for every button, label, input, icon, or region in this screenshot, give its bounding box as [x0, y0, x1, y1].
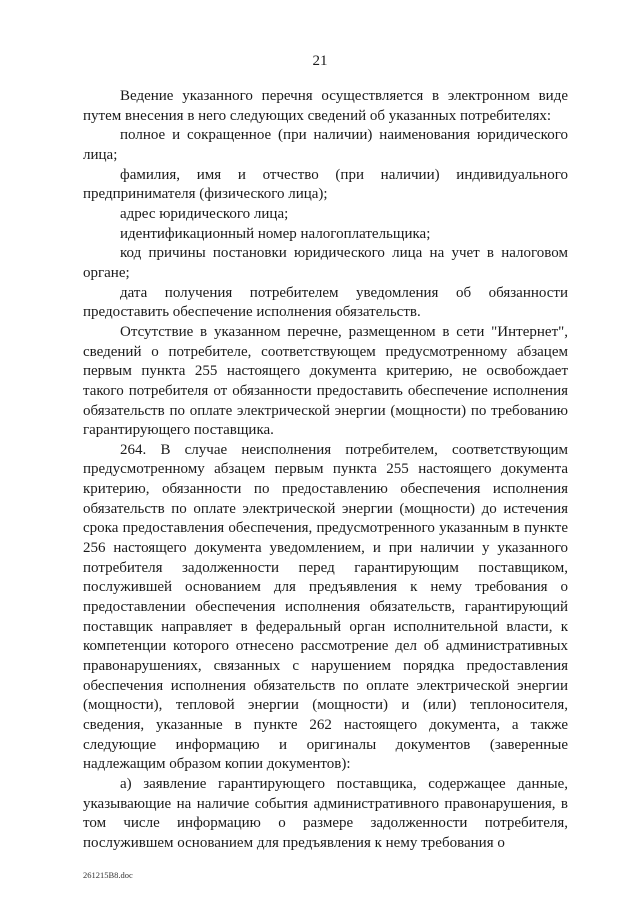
paragraph-264-a: а) заявление гарантирующего поставщика, содержащее данные, указывающие на наличие события административного правонарушения, в том числе информацию о размере задолженности потребителя, послужившем основанием для предъявления к нему требования о	[83, 775, 568, 851]
paragraph-intro: Ведение указанного перечня осуществляется в электронном виде путем внесения в него следующих сведений об указанных потребителях:	[83, 88, 568, 124]
paragraph-item-kpp: код причины постановки юридического лица на учет в налоговом органе;	[83, 245, 568, 281]
paragraph-item-name: полное и сокращенное (при наличии) наименования юридического лица;	[83, 127, 568, 163]
paragraph-item-fio: фамилия, имя и отчество (при наличии) индивидуального предпринимателя (физического лица);	[83, 166, 568, 203]
footer-doc-code: 261215B8.doc	[83, 870, 133, 880]
paragraph-absence: Отсутствие в указанном перечне, размещенном в сети "Интернет", сведений о потребителе, соответствующем предусмотренному абзацем первым пункта 255 настоящего документа критерию, не освобождает такого потребителя от обязанности предоставить обеспечение исполнения обязательств по оплате электрической энергии (мощности) по требованию гарантирующего поставщика.	[83, 323, 568, 439]
paragraph-item-inn: идентификационный номер налогоплательщика;	[120, 225, 431, 242]
paragraph-264: 264. В случае неисполнения потребителем, соответствующим предусмотренному абзацем первым пункта 255 настоящего документа критерию, обязанности по предоставлению обеспечения исполнения обязательств по оплате электрической энергии (мощности) до истечения срока предоставления обеспечения, предусмотренного указанным в пункте 256 настоящего документа уведомлением, и при наличии у указанного потребителя задолженности перед гарантирующим поставщиком, послужившей основанием для предъявления к нему требования о предоставлении обеспечения исполнения обязательств, гарантирующий поставщик направляет в федеральный орган исполнительной власти, к компетенции которого отнесено рассмотрение дел об административных правонарушениях, связанных с нарушением порядка предоставления обеспечения исполнения обязательств по оплате электрической энергии (мощности), тепловой энергии (мощности) и (или) теплоносителя, сведения, указанные в пункте 262 настоящего документа, а также следующие информацию и оригиналы документов (заверенные надлежащим образом копии документов):	[83, 441, 568, 773]
document-body	[83, 87, 568, 854]
paragraph-item-address: адрес юридического лица;	[120, 205, 289, 222]
page-number: 21	[312, 53, 328, 69]
paragraph-item-date: дата получения потребителем уведомления об обязанности предоставить обеспечение исполнения обязательств.	[83, 284, 568, 321]
